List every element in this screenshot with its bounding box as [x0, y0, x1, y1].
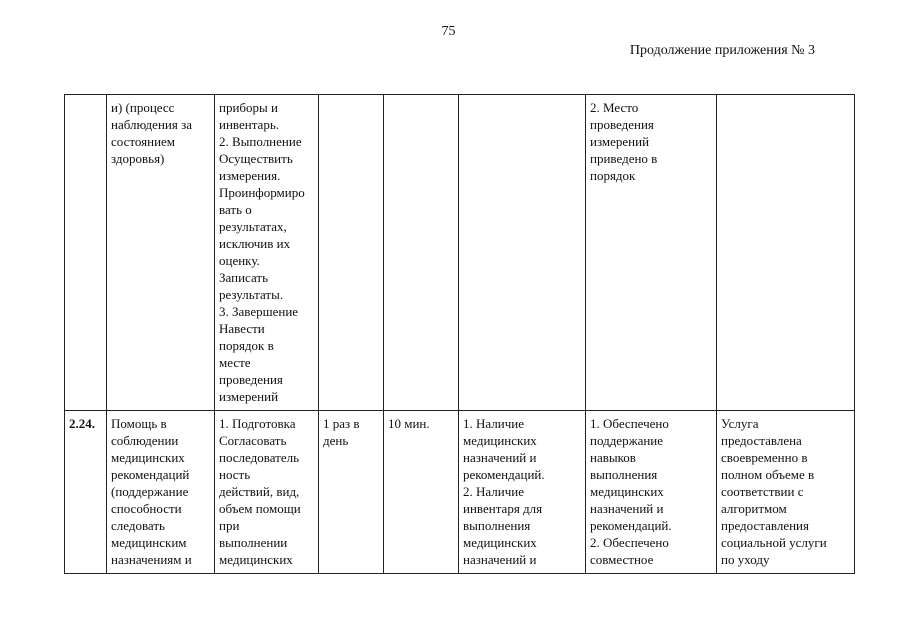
cell-frequency	[319, 411, 384, 574]
cell-text-line: по уходу	[721, 552, 770, 567]
cell-text-line: поддержание	[590, 433, 664, 448]
cell-text-line: Записать	[219, 270, 268, 285]
cell-text-line: день	[323, 433, 349, 448]
cell-text-line: рекомендаций	[111, 467, 190, 482]
cell-result	[586, 411, 717, 574]
cell-text-line: выполнении	[219, 535, 288, 550]
cell-text-line: выполнения	[590, 467, 658, 482]
cell-text-line: социальной услуги	[721, 535, 827, 550]
table-body	[65, 95, 855, 574]
cell-num	[65, 95, 107, 411]
cell-text-line: 1. Обеспечено	[590, 416, 669, 431]
cell-frequency	[319, 95, 384, 411]
cell-text-line: медицинских	[219, 552, 293, 567]
cell-text-line: измерений	[219, 389, 279, 404]
table-row	[65, 411, 855, 574]
cell-text-line: своевременно в	[721, 450, 808, 465]
cell-text-line: наблюдения за	[111, 117, 192, 132]
cell-text-line: медицинских	[590, 484, 664, 499]
cell-text-line: при	[219, 518, 240, 533]
cell-text-line: 1 раз в	[323, 416, 360, 431]
cell-text-line: объем помощи	[219, 501, 301, 516]
cell-text-line: медицинских	[463, 433, 537, 448]
cell-text-line: выполнения	[463, 518, 531, 533]
cell-text-line: оценку.	[219, 253, 260, 268]
cell-conditions	[459, 95, 586, 411]
cell-text-line: Согласовать	[219, 433, 287, 448]
cell-text-line: (поддержание	[111, 484, 189, 499]
cell-text-line: 3. Завершение	[219, 304, 299, 319]
cell-text-line: 2. Наличие	[463, 484, 524, 499]
cell-text-line: медицинским	[111, 535, 187, 550]
cell-text-line: последователь	[219, 450, 300, 465]
cell-service	[107, 95, 215, 411]
cell-text-line: следовать	[111, 518, 165, 533]
cell-result	[586, 95, 717, 411]
cell-text-line: совместное	[590, 552, 654, 567]
cell-text-line: назначений и	[463, 552, 537, 567]
cell-procedure	[215, 411, 319, 574]
cell-text-line: месте	[219, 355, 251, 370]
cell-text-line: рекомендаций.	[590, 518, 672, 533]
cell-text-line: Услуга	[721, 416, 759, 431]
cell-text-line: 2. Выполнение	[219, 134, 302, 149]
cell-text-line: проведения	[590, 117, 654, 132]
cell-duration	[384, 95, 459, 411]
cell-text-line: предоставлена	[721, 433, 802, 448]
cell-text-line: инвентаря для	[463, 501, 543, 516]
cell-text-line: ность	[219, 467, 251, 482]
cell-text-line: инвентарь.	[219, 117, 279, 132]
cell-procedure	[215, 95, 319, 411]
cell-text-line: назначений и	[463, 450, 537, 465]
cell-text-line: действий, вид,	[219, 484, 300, 499]
cell-quality	[717, 411, 855, 574]
cell-text-line: Проинформиро	[219, 185, 305, 200]
cell-num	[65, 411, 107, 574]
cell-text-line: здоровья)	[111, 151, 165, 166]
appendix-title: Продолжение приложения № 3	[629, 43, 815, 58]
cell-text-line: 2. Обеспечено	[590, 535, 669, 550]
cell-text-line: порядок	[590, 168, 636, 183]
cell-text-line: Осуществить	[219, 151, 293, 166]
cell-text-line: алгоритмом	[721, 501, 787, 516]
cell-text-line: исключив их	[219, 236, 291, 251]
cell-text-line: Помощь в	[111, 416, 167, 431]
cell-text-line: состоянием	[111, 134, 176, 149]
cell-text-line: 1. Подготовка	[219, 416, 296, 431]
cell-text-line: соответствии с	[721, 484, 804, 499]
cell-text-line: и) (процесс	[111, 100, 175, 115]
cell-text-line: результатах,	[219, 219, 287, 234]
cell-text-line: результаты.	[219, 287, 284, 302]
cell-service	[107, 411, 215, 574]
cell-text-line: измерений	[590, 134, 650, 149]
services-table	[64, 94, 855, 574]
cell-text-line: навыков	[590, 450, 636, 465]
cell-text-line: медицинских	[111, 450, 185, 465]
cell-text-line: предоставления	[721, 518, 809, 533]
cell-text-line: полном объеме в	[721, 467, 815, 482]
cell-duration	[384, 411, 459, 574]
cell-text-line: медицинских	[463, 535, 537, 550]
cell-text-line: 2.24.	[69, 416, 95, 431]
cell-text-line: измерения.	[219, 168, 281, 183]
cell-text-line: способности	[111, 501, 182, 516]
cell-text-line: приведено в	[590, 151, 658, 166]
cell-text-line: назначений и	[590, 501, 664, 516]
cell-quality	[717, 95, 855, 411]
cell-text-line: вать о	[219, 202, 252, 217]
cell-conditions	[459, 411, 586, 574]
cell-text-line: 10 мин.	[388, 416, 430, 431]
cell-text-line: 1. Наличие	[463, 416, 524, 431]
cell-text-line: соблюдении	[111, 433, 179, 448]
cell-text-line: назначениям и	[111, 552, 192, 567]
cell-text-line: рекомендаций.	[463, 467, 545, 482]
cell-text-line: проведения	[219, 372, 283, 387]
page-number: 75	[441, 24, 456, 39]
table-row	[65, 95, 855, 411]
cell-text-line: приборы и	[219, 100, 278, 115]
cell-text-line: 2. Место	[590, 100, 639, 115]
cell-text-line: Навести	[219, 321, 265, 336]
cell-text-line: порядок в	[219, 338, 274, 353]
